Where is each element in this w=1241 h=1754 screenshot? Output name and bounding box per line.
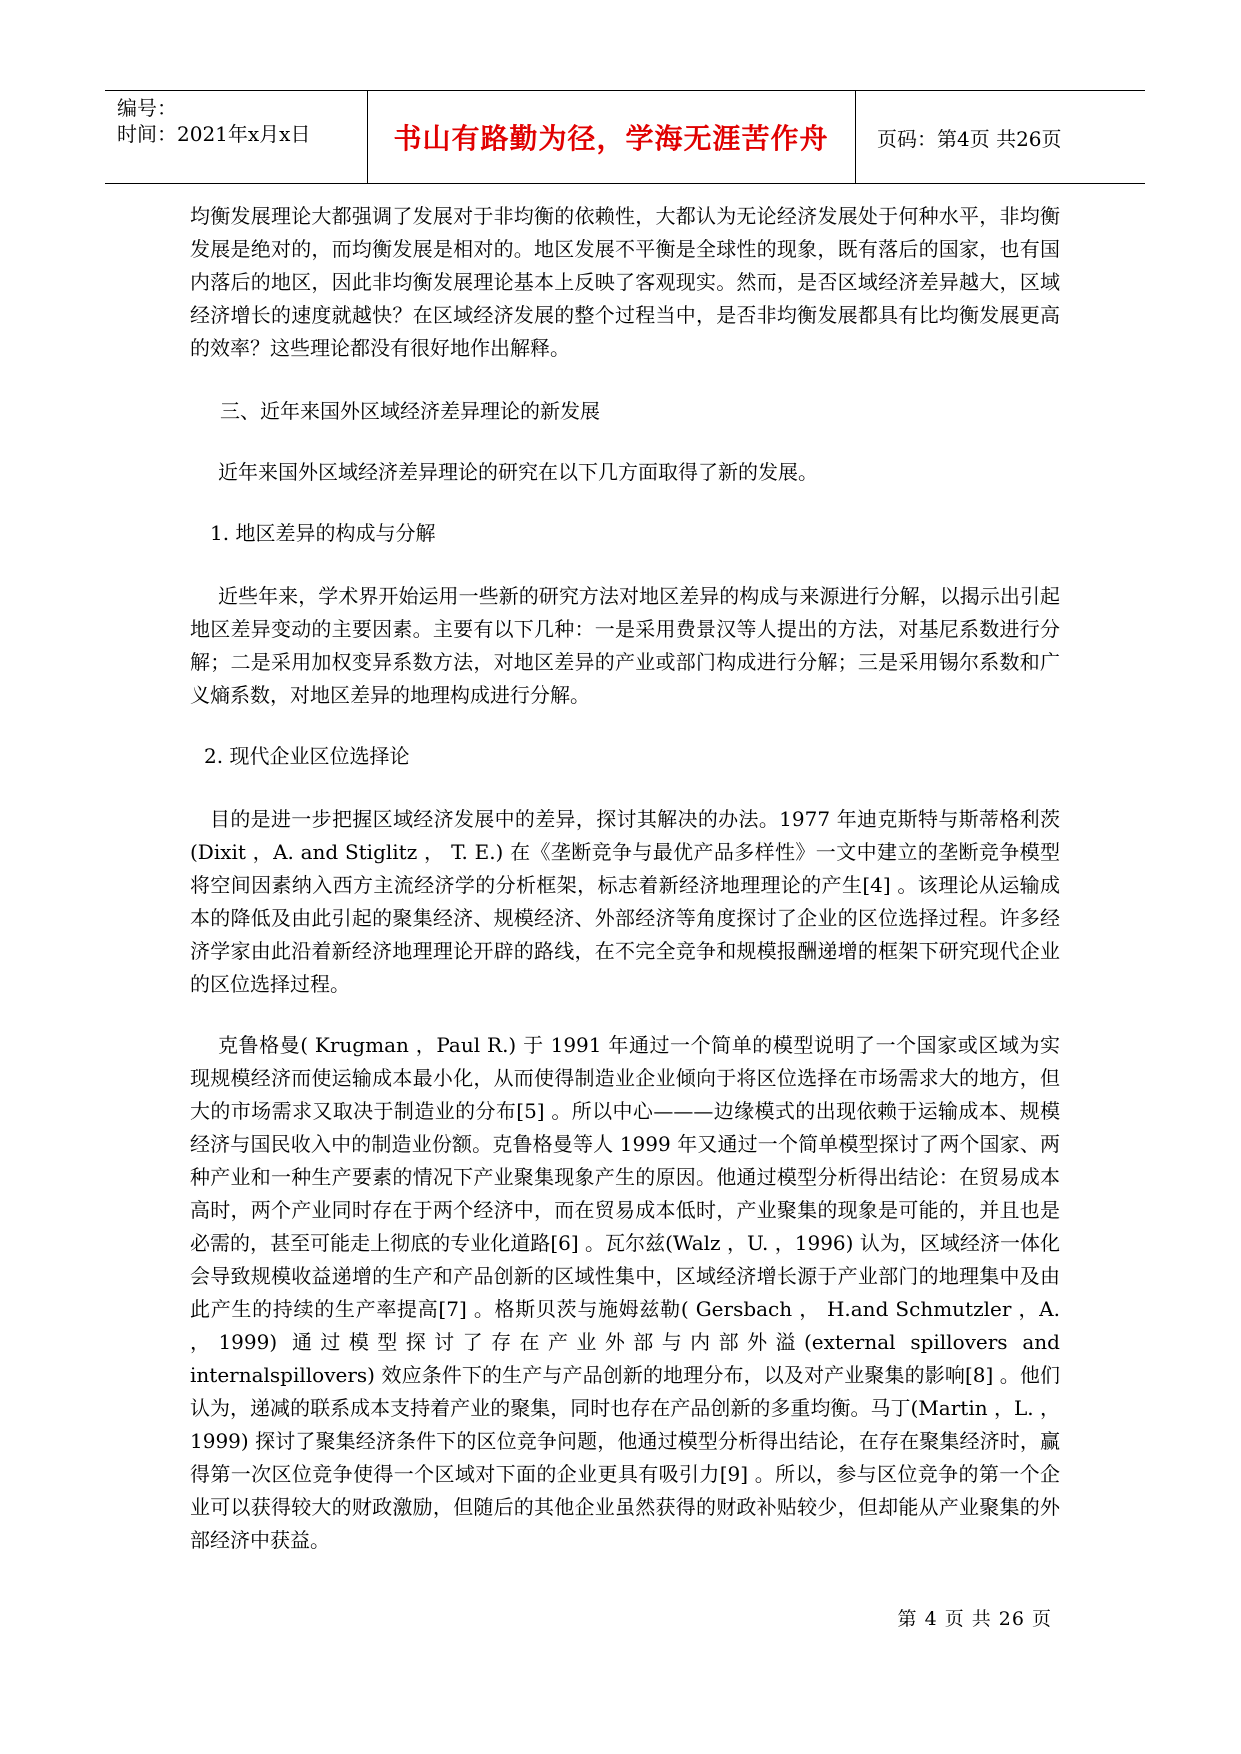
header-divider-right xyxy=(855,91,856,183)
page-footer: 第 4 页 共 26 页 xyxy=(897,1608,1052,1630)
subsection-1-heading: 1. 地区差异的构成与分解 xyxy=(210,521,436,545)
header-meta xyxy=(117,91,365,183)
section-3-intro: 近年来国外区域经济差异理论的研究在以下几方面取得了新的发展。 xyxy=(218,460,818,484)
subsection-1-paragraph: 近些年来，学术界开始运用一些新的研究方法对地区差异的构成与来源进行分解，以揭示出引起地区差异变动的主要因素。主要有以下几种：一是采用费景汉等人提出的方法，对基尼系数进行分解；二是采用加权变异系数方法，对地区差异的产业或部门构成进行分解；三是采用锡尔系数和广义熵系数，对地区差异的地理构成进行分解。 xyxy=(190,584,1060,707)
page-header xyxy=(105,90,1145,184)
intro-paragraph: 均衡发展理论大都强调了发展对于非均衡的依赖性，大都认为无论经济发展处于何种水平，非均衡发展是绝对的，而均衡发展是相对的。地区发展不平衡是全球性的现象，既有落后的国家，也有国内落后的地区，因此非均衡发展理论基本上反映了客观现实。然而，是否区域经济差异越大，区域经济增长的速度就越快？在区域经济发展的整个过程当中，是否非均衡发展都具有比均衡发展更高的效率？这些理论都没有很好地作出解释。 xyxy=(190,204,1060,360)
document-body xyxy=(190,200,1060,1557)
document-number-label: 编号： xyxy=(117,96,177,120)
subsection-2-paragraph-2: 克鲁格曼( Krugman ，Paul R.) 于 1991 年通过一个简单的模型说明了一个国家或区域为实现规模经济而使运输成本最小化，从而使得制造业企业倾向于将区位选择在市场需求大的地方，但大的市场需求又取决于制造业的分布[5] 。所以中心———边缘模式的出现依赖于运输成本、规模经济与国民收入中的制造业份额。克鲁格曼等人 1999 年又通过一个简单模型探讨了两个国家、两种产业和一种生产要素的情况下产业聚集现象产生的原因。他通过模型分析得出结论：在贸易成本高时，两个产业同时存在于两个经济中，而在贸易成本低时，产业聚集的现象是可能的，并且也是必需的，甚至可能走上彻底的专业化道路[6] 。瓦尔兹(Walz ，U. ，1996) 认为，区域经济一体化会导致规模收益递增的生产和产品创新的区域性集中，区域经济增长源于产业部门的地理集中及由此产生的持续的生产率提高[7] 。格斯贝茨与施姆兹勒( Gersbach ， H.and Schmutzler ，A. ，1999) 通过模型探讨了存在产业外部与内部外溢(external spillovers and internalspillovers) 效应条件下的生产与产品创新的地理分布，以及对产业聚集的影响[8] 。他们认为，递减的联系成本支持着产业的聚集，同时也存在产品创新的多重均衡。马丁(Martin ，L. ，1999) 探讨了聚集经济条件下的区位竞争问题，他通过模型分析得出结论，在存在聚集经济时，赢得第一次区位竞争使得一个区域对下面的企业更具有吸引力[9] 。所以，参与区位竞争的第一个企业可以获得较大的财政激励，但随后的其他企业虽然获得的财政补贴较少，但却能从产业聚集的外部经济中获益。 xyxy=(190,1033,1060,1552)
subsection-2-paragraph-1: 目的是进一步把握区域经济发展中的差异，探讨其解决的办法。1977 年迪克斯特与斯蒂格利茨(Dixit ，A. and Stiglitz ， T. E.) 在《垄断竞争与最优产品多样性》一文中建立的垄断竞争模型将空间因素纳入西方主流经济学的分析框架，标志着新经济地理理论的产生[4] 。该理论从运输成本的降低及由此引起的聚集经济、规模经济、外部经济等角度探讨了企业的区位选择过程。许多经济学家由此沿着新经济地理理论开辟的路线，在不完全竞争和规模报酬递增的框架下研究现代企业的区位选择过程。 xyxy=(190,807,1060,996)
header-motto: 书山有路勤为径，学海无涯苦作舟 xyxy=(393,122,829,155)
section-3-heading: 三、近年来国外区域经济差异理论的新发展 xyxy=(220,399,600,423)
subsection-2-heading: 2. 现代企业区位选择论 xyxy=(204,744,410,768)
header-motto-cell xyxy=(367,91,855,183)
document-time-label: 时间：2021年x月x日 xyxy=(117,122,311,146)
header-page-info: 页码：第4页 共26页 xyxy=(877,126,1062,151)
